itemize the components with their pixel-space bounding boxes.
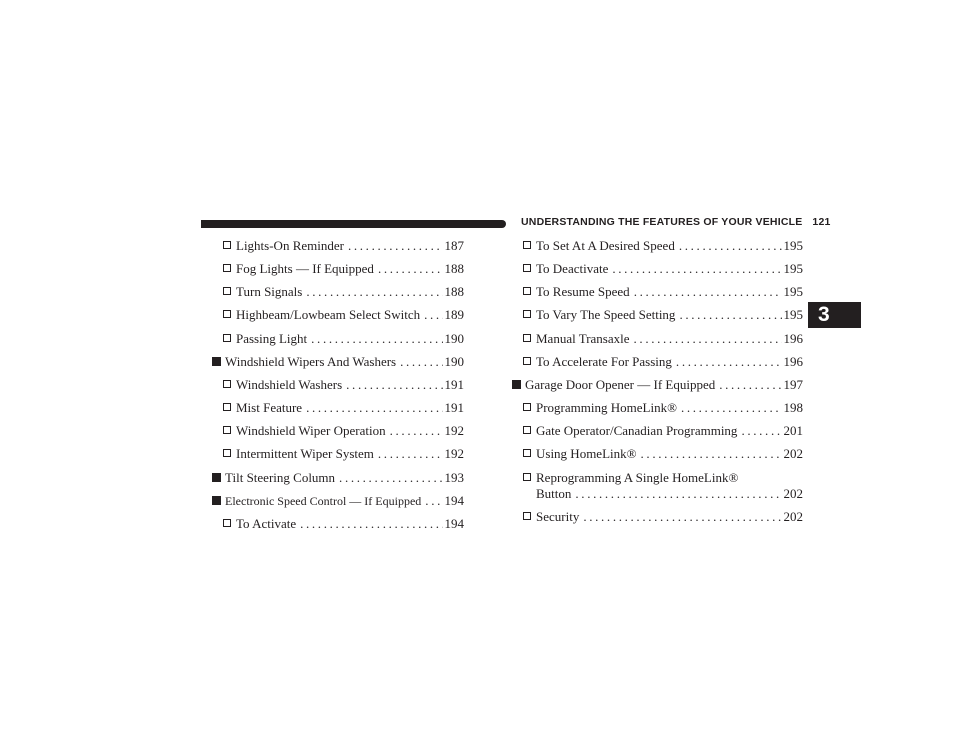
box-bullet-icon <box>223 334 231 342</box>
toc-entry-label: Electronic Speed Control — If Equipped <box>225 493 422 508</box>
toc-entry-label: Intermittent Wiper System <box>236 446 374 462</box>
box-bullet-icon <box>523 403 531 411</box>
toc-entry[interactable] <box>212 493 464 509</box>
page-number: 121 <box>812 216 831 228</box>
toc-entry-page: 201 <box>783 423 803 439</box>
toc-entry-page: 194 <box>444 515 464 531</box>
toc-entry-page: 188 <box>444 261 464 277</box>
page-header <box>521 216 831 228</box>
dot-leader <box>307 331 442 347</box>
dot-leader <box>571 486 781 502</box>
toc-entry[interactable] <box>212 354 464 370</box>
toc-entry-label: Programming HomeLink® <box>536 400 677 416</box>
dot-leader <box>374 261 443 277</box>
toc-entry[interactable] <box>512 423 803 439</box>
dot-leader <box>630 284 782 300</box>
toc-entry[interactable] <box>512 284 803 300</box>
header-bar <box>201 220 506 228</box>
dot-leader <box>302 284 442 300</box>
toc-entry-page: 189 <box>444 307 464 323</box>
toc-entry[interactable] <box>212 261 464 277</box>
square-bullet-icon <box>212 473 221 482</box>
toc-entry[interactable] <box>212 307 464 323</box>
toc-entry-label: Windshield Wipers And Washers <box>225 353 397 369</box>
dot-leader <box>672 354 782 370</box>
dot-leader <box>677 400 782 416</box>
toc-entry[interactable] <box>512 400 803 416</box>
box-bullet-icon <box>523 334 531 342</box>
toc-entry-page: 202 <box>783 508 803 524</box>
toc-entry-label: Security <box>536 508 580 524</box>
toc-entry-label: Reprogramming A Single HomeLink® <box>536 469 739 485</box>
toc-entry-page: 195 <box>783 284 803 300</box>
toc-entry[interactable] <box>512 446 803 462</box>
toc-entry-label: Passing Light <box>236 330 308 346</box>
square-bullet-icon <box>212 496 221 505</box>
box-bullet-icon <box>223 310 231 318</box>
toc-entry-page: 192 <box>444 423 464 439</box>
dot-leader <box>342 377 442 393</box>
toc-entry[interactable] <box>512 261 803 277</box>
dot-leader <box>396 354 442 370</box>
toc-entry[interactable] <box>512 354 803 370</box>
box-bullet-icon <box>523 241 531 249</box>
toc-entry-label-continuation: Button <box>536 485 572 501</box>
toc-entry[interactable] <box>512 377 803 393</box>
toc-entry[interactable] <box>212 331 464 347</box>
toc-entry[interactable] <box>212 423 464 439</box>
square-bullet-icon <box>212 357 221 366</box>
chapter-tab: 3 <box>808 302 861 328</box>
dot-leader <box>715 377 781 393</box>
toc-entry-label: Tilt Steering Column <box>225 469 336 485</box>
toc-entry[interactable] <box>212 516 464 532</box>
toc-entry-page: 190 <box>444 353 464 369</box>
toc-entry-label: Windshield Wiper Operation <box>236 423 386 439</box>
toc-entry-label: Gate Operator/Canadian Programming <box>536 423 738 439</box>
toc-entry-page: 190 <box>444 330 464 346</box>
box-bullet-icon <box>223 403 231 411</box>
toc-entry-label: Manual Transaxle <box>536 330 630 346</box>
box-bullet-icon <box>223 426 231 434</box>
dot-leader <box>630 331 782 347</box>
toc-entry-label: Mist Feature <box>236 400 303 416</box>
dot-leader <box>302 400 442 416</box>
toc-entry-label: Using HomeLink® <box>536 446 637 462</box>
toc-entry-label: Turn Signals <box>236 284 303 300</box>
toc-entry[interactable] <box>212 238 464 254</box>
toc-entry[interactable] <box>212 377 464 393</box>
toc-entry-page: 191 <box>444 376 464 392</box>
dot-leader <box>675 307 781 323</box>
dot-leader <box>737 423 781 439</box>
toc-entry-label: To Activate <box>236 515 297 531</box>
dot-leader <box>675 238 782 254</box>
toc-entry[interactable] <box>212 284 464 300</box>
toc-entry-label: Highbeam/Lowbeam Select Switch <box>236 307 421 323</box>
toc-entry[interactable] <box>512 509 803 525</box>
toc-entry-label: To Deactivate <box>536 261 609 277</box>
toc-entry-page: 196 <box>783 353 803 369</box>
toc-entry-label: To Accelerate For Passing <box>536 353 672 369</box>
toc-entry[interactable] <box>512 470 803 502</box>
box-bullet-icon <box>523 287 531 295</box>
toc-entry-page: 195 <box>783 261 803 277</box>
toc-entry-label: Windshield Washers <box>236 376 343 392</box>
box-bullet-icon <box>523 264 531 272</box>
toc-entry[interactable] <box>512 307 803 323</box>
box-bullet-icon <box>523 310 531 318</box>
box-bullet-icon <box>223 380 231 388</box>
dot-leader <box>579 509 781 525</box>
toc-entry-label: To Vary The Speed Setting <box>536 307 676 323</box>
dot-leader <box>386 423 443 439</box>
toc-entry-page: 193 <box>444 469 464 485</box>
toc-entry[interactable] <box>212 400 464 416</box>
dot-leader <box>421 493 442 509</box>
dot-leader <box>335 470 442 486</box>
toc-entry[interactable] <box>212 470 464 486</box>
dot-leader <box>344 238 443 254</box>
toc-entry-page: 195 <box>783 307 803 323</box>
toc-entry[interactable] <box>512 331 803 347</box>
toc-entry-label: To Resume Speed <box>536 284 630 300</box>
dot-leader <box>374 446 443 462</box>
box-bullet-icon <box>523 449 531 457</box>
toc-entry-label: Garage Door Opener — If Equipped <box>525 376 716 392</box>
toc-entry-label: To Set At A Desired Speed <box>536 238 675 253</box>
box-bullet-icon <box>223 449 231 457</box>
toc-entry-page: 196 <box>783 330 803 346</box>
box-bullet-icon <box>523 512 531 520</box>
toc-entry-page: 198 <box>783 400 803 416</box>
box-bullet-icon <box>523 357 531 365</box>
box-bullet-icon <box>223 264 231 272</box>
toc-entry[interactable] <box>212 446 464 462</box>
toc-entry-page: 197 <box>783 376 803 392</box>
box-bullet-icon <box>523 426 531 434</box>
box-bullet-icon <box>223 519 231 527</box>
toc-entry-page: 192 <box>444 446 464 462</box>
section-title: UNDERSTANDING THE FEATURES OF YOUR VEHICLE <box>521 216 803 228</box>
box-bullet-icon <box>523 473 531 481</box>
box-bullet-icon <box>223 287 231 295</box>
toc-entry[interactable] <box>512 238 803 254</box>
toc-entry-page: 194 <box>444 492 464 508</box>
dot-leader <box>608 261 781 277</box>
toc-entry-page: 191 <box>444 400 464 416</box>
dot-leader <box>420 307 442 323</box>
dot-leader <box>296 516 442 532</box>
toc-entry-page: 188 <box>444 284 464 300</box>
toc-entry-page: 195 <box>783 238 803 253</box>
dot-leader <box>637 446 782 462</box>
toc-entry-label: Fog Lights — If Equipped <box>236 261 374 277</box>
toc-entry-label: Lights-On Reminder <box>236 238 344 253</box>
toc-entry-page: 187 <box>444 238 464 253</box>
box-bullet-icon <box>223 241 231 249</box>
square-bullet-icon <box>512 380 521 389</box>
toc-entry-page: 202 <box>783 485 803 501</box>
toc-entry-page: 202 <box>783 446 803 462</box>
